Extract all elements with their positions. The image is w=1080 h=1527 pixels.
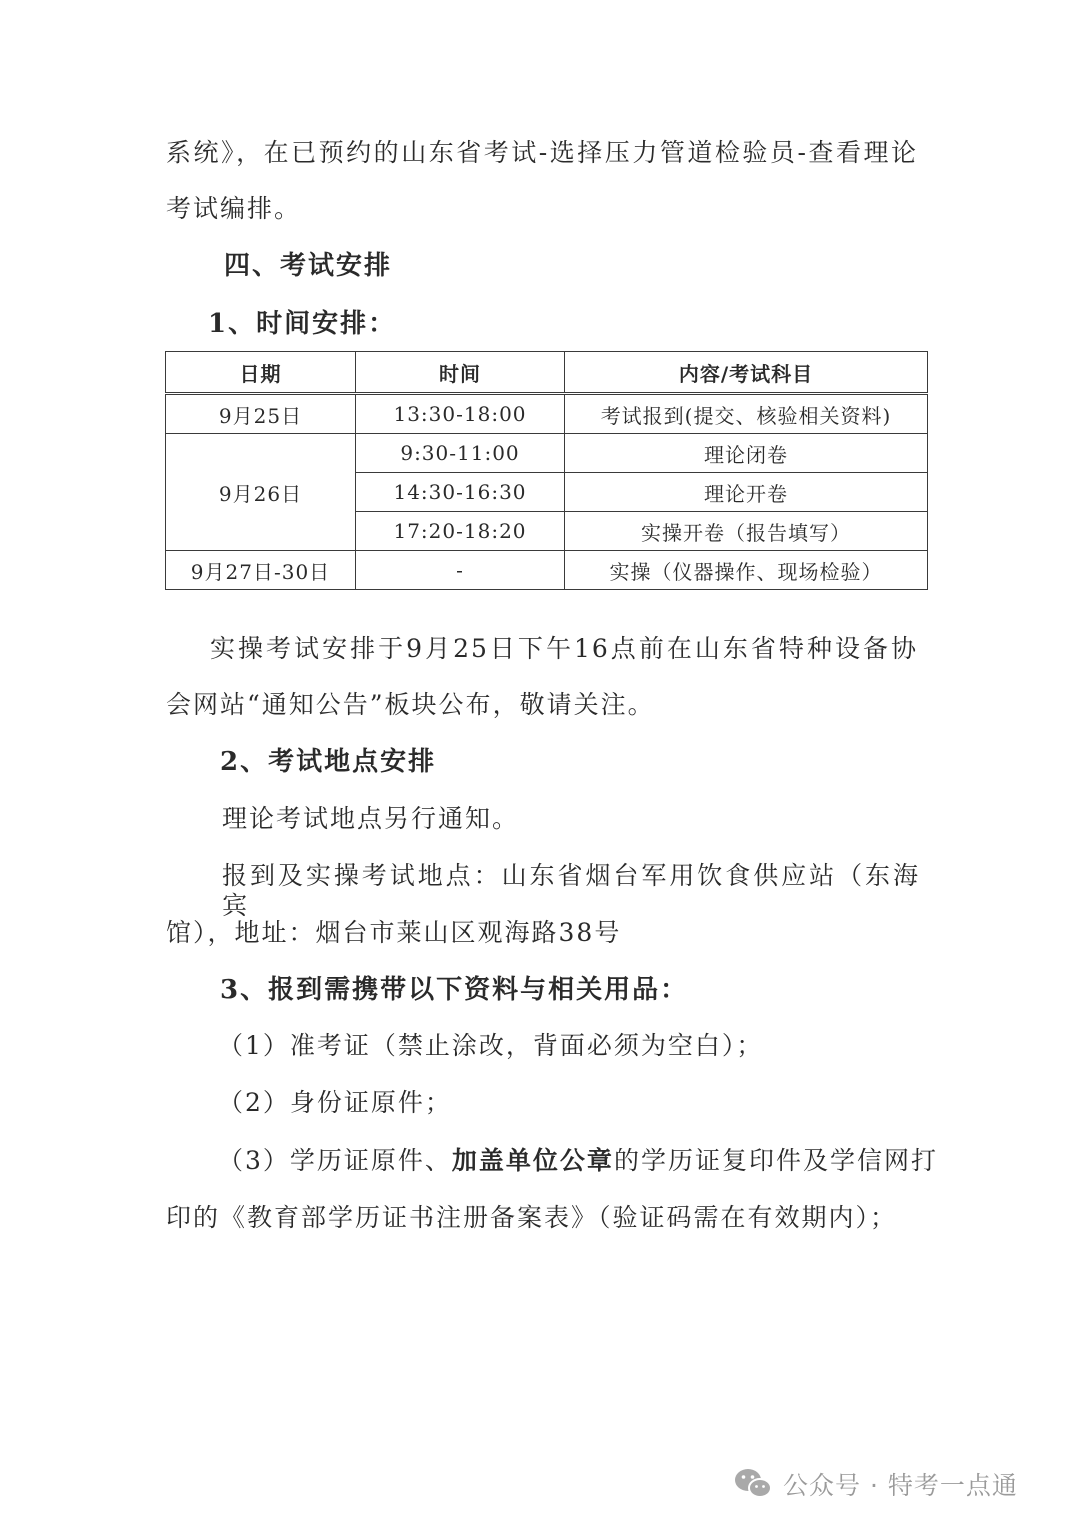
paragraph-line: 馆），地址：烟台市莱山区观海路38号	[166, 918, 622, 947]
schedule-table	[165, 351, 928, 590]
paragraph-line: 会网站“通知公告”板块公布，敬请关注。	[166, 690, 655, 719]
subsection-heading: 1、时间安排：	[208, 309, 397, 339]
list-item-text: 的学历证复印件及学信网打	[613, 1146, 938, 1175]
date-cell: 9月25日	[166, 394, 356, 434]
table-header-row	[166, 352, 928, 394]
emphasis-text: 加盖单位公章	[451, 1146, 614, 1175]
list-item-text: （3）学历证原件、	[218, 1146, 452, 1175]
content-cell: 理论开卷	[565, 473, 928, 512]
table-row	[166, 434, 928, 473]
time-cell: -	[356, 551, 565, 590]
time-cell: 17:20-18:20	[356, 512, 565, 551]
date-cell: 9月27日-30日	[166, 551, 356, 590]
table-header-cell: 日期	[166, 352, 356, 394]
table-row	[166, 551, 928, 590]
list-item	[218, 1146, 938, 1176]
section-heading: 四、考试安排	[224, 251, 393, 281]
content-cell: 考试报到(提交、核验相关资料)	[565, 394, 928, 434]
watermark	[733, 1464, 1018, 1504]
list-item: （1）准考证（禁止涂改，背面必须为空白）；	[218, 1031, 764, 1060]
table-header-cell: 内容/考试科目	[565, 352, 928, 394]
time-cell: 13:30-18:00	[356, 394, 565, 434]
paragraph-line: 报到及实操考试地点：山东省烟台军用饮食供应站（东海宾	[222, 861, 920, 920]
paragraph-line: 实操考试安排于9月25日下午16点前在山东省特种设备协	[210, 634, 918, 663]
time-cell: 9:30-11:00	[356, 434, 565, 473]
date-cell: 9月26日	[166, 434, 356, 551]
paragraph-line: 系统》，在已预约的山东省考试-选择压力管道检验员-查看理论	[166, 138, 918, 167]
content-cell: 理论闭卷	[565, 434, 928, 473]
paragraph-line: 印的《教育部学历证书注册备案表》（验证码需在有效期内）；	[166, 1203, 898, 1232]
content-cell: 实操（仪器操作、现场检验）	[565, 551, 928, 590]
list-item: （2）身份证原件；	[218, 1088, 452, 1117]
table-row	[166, 394, 928, 434]
paragraph-line: 考试编排。	[166, 194, 302, 223]
wechat-icon	[733, 1467, 773, 1501]
subsection-heading: 2、考试地点安排	[220, 747, 437, 777]
content-cell: 实操开卷（报告填写）	[565, 512, 928, 551]
table-header-cell: 时间	[356, 352, 565, 394]
paragraph-line: 理论考试地点另行通知。	[222, 804, 520, 833]
subsection-heading: 3、报到需携带以下资料与相关用品：	[220, 975, 689, 1005]
time-cell: 14:30-16:30	[356, 473, 565, 512]
watermark-text: 公众号 · 特考一点通	[783, 1471, 1018, 1500]
